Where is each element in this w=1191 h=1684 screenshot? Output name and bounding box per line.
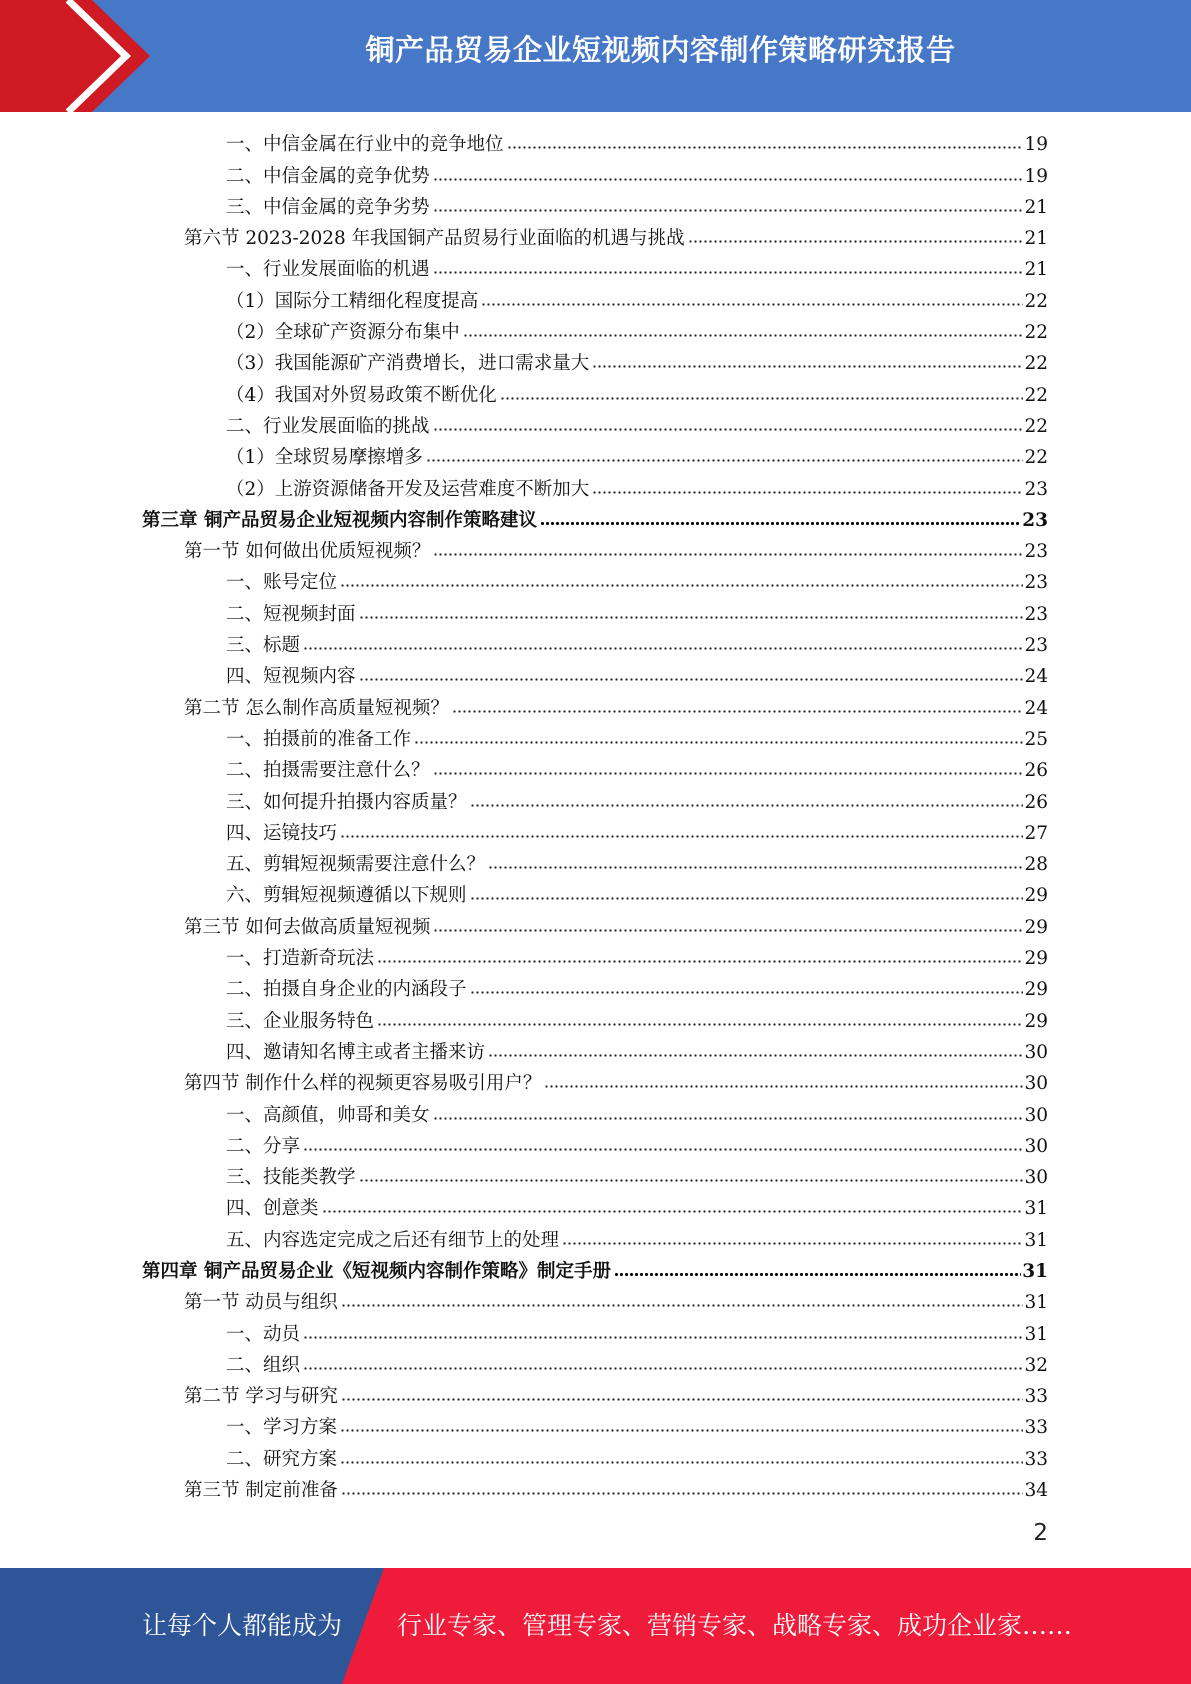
toc-entry-title: 二、中信金属的竞争优势: [226, 165, 430, 187]
toc-entry-title: 六、剪辑短视频遵循以下规则: [226, 885, 467, 907]
toc-dot-leader: [377, 958, 1023, 965]
toc-dot-leader: [322, 1208, 1024, 1215]
toc-dot-leader: [488, 1052, 1023, 1059]
toc-dot-leader: [341, 1396, 1024, 1403]
toc-entry-page: 28: [1024, 854, 1048, 876]
toc-dot-leader: [303, 1334, 1023, 1341]
toc-entry-title: 一、学习方案: [226, 1417, 338, 1439]
toc-dot-leader: [340, 833, 1023, 840]
toc-entry-title: 一、行业发展面临的机遇: [226, 259, 430, 281]
toc-entry-page: 22: [1024, 290, 1048, 312]
toc-entry[interactable]: [0, 690, 1191, 721]
toc-entry-page: 26: [1024, 791, 1048, 813]
toc-entry-page: 29: [1024, 979, 1048, 1001]
toc-entry-title: 三、标题: [226, 635, 301, 657]
toc-entry[interactable]: [0, 377, 1191, 408]
footer-slogan-right: 行业专家、管理专家、营销专家、战略专家、成功企业家……: [397, 1611, 1073, 1640]
toc-entry-page: 21: [1024, 196, 1048, 218]
toc-entry-page: 21: [1024, 228, 1048, 250]
toc-entry[interactable]: [0, 471, 1191, 502]
toc-dot-leader: [592, 489, 1023, 496]
toc-entry[interactable]: [0, 1441, 1191, 1472]
toc-entry[interactable]: [0, 722, 1191, 753]
toc-entry[interactable]: [0, 190, 1191, 221]
toc-entry-page: 30: [1024, 1104, 1048, 1126]
toc-entry-page: 23: [1024, 572, 1048, 594]
toc-entry-title: 四、短视频内容: [226, 666, 356, 688]
toc-dot-leader: [341, 1302, 1024, 1309]
toc-entry-title: 四、创意类: [226, 1198, 319, 1220]
toc-entry-page: 30: [1024, 1041, 1048, 1063]
toc-dot-leader: [463, 332, 1024, 339]
toc-dot-leader: [340, 1427, 1023, 1434]
toc-entry-page: 19: [1024, 134, 1048, 156]
toc-entry-page: 23: [1024, 541, 1048, 563]
toc-entry-page: 33: [1024, 1417, 1048, 1439]
toc-entry-page: 23: [1024, 478, 1048, 500]
toc-dot-leader: [359, 1177, 1024, 1184]
toc-entry-title: （2）上游资源储备开发及运营难度不断加大: [226, 478, 590, 500]
toc-dot-leader: [340, 1459, 1023, 1466]
toc-entry[interactable]: [0, 1097, 1191, 1128]
toc-entry-title: 一、中信金属在行业中的竞争地位: [226, 134, 504, 156]
table-of-contents: [0, 127, 1191, 1504]
toc-entry[interactable]: [0, 1003, 1191, 1034]
toc-entry[interactable]: [0, 941, 1191, 972]
toc-entry-page: 30: [1024, 1135, 1048, 1157]
toc-entry-page: 31: [1024, 1229, 1048, 1251]
toc-entry[interactable]: [0, 1066, 1191, 1097]
toc-entry-page: 29: [1024, 885, 1048, 907]
toc-entry[interactable]: [0, 503, 1191, 534]
toc-dot-leader: [303, 645, 1023, 652]
toc-entry-page: 24: [1024, 666, 1048, 688]
toc-entry-page: 29: [1024, 948, 1048, 970]
toc-dot-leader: [470, 895, 1024, 902]
toc-dot-leader: [340, 582, 1023, 589]
toc-entry[interactable]: [0, 628, 1191, 659]
toc-entry[interactable]: [0, 972, 1191, 1003]
toc-entry[interactable]: [0, 315, 1191, 346]
toc-entry-page: 26: [1024, 760, 1048, 782]
toc-entry-page: 19: [1024, 165, 1048, 187]
toc-entry-page: 23: [1024, 635, 1048, 657]
toc-entry-page: 22: [1024, 353, 1048, 375]
page-header: [0, 0, 1191, 112]
toc-entry-title: 三、企业服务特色: [226, 1010, 375, 1032]
toc-entry[interactable]: [0, 784, 1191, 815]
toc-dot-leader: [544, 1083, 1023, 1090]
toc-dot-leader: [452, 708, 1024, 715]
toc-entry[interactable]: [0, 440, 1191, 471]
toc-entry-title: 第一节 动员与组织: [184, 1292, 338, 1314]
toc-entry-title: （2）全球矿产资源分布集中: [226, 322, 460, 344]
toc-entry[interactable]: [0, 534, 1191, 565]
toc-entry-title: 三、如何提升拍摄内容质量？: [226, 791, 467, 813]
toc-entry-title: 一、拍摄前的准备工作: [226, 728, 412, 750]
toc-dot-leader: [592, 363, 1023, 370]
toc-dot-leader: [303, 1146, 1023, 1153]
toc-dot-leader: [470, 802, 1024, 809]
toc-entry-page: 32: [1024, 1354, 1048, 1376]
toc-entry[interactable]: [0, 158, 1191, 189]
toc-entry-page: 25: [1024, 728, 1048, 750]
toc-entry[interactable]: [0, 753, 1191, 784]
toc-entry[interactable]: [0, 847, 1191, 878]
toc-entry-title: 二、组织: [226, 1354, 301, 1376]
toc-entry-page: 31: [1024, 1198, 1048, 1220]
toc-entry-title: 第四节 制作什么样的视频更容易吸引用户？: [184, 1073, 542, 1095]
toc-dot-leader: [488, 864, 1023, 871]
page-footer: [0, 1568, 1191, 1684]
toc-entry-title: 二、行业发展面临的挑战: [226, 415, 430, 437]
toc-dot-leader: [470, 989, 1024, 996]
toc-entry-title: 第三节 如何去做高质量短视频: [184, 916, 431, 938]
toc-entry[interactable]: [0, 409, 1191, 440]
toc-dot-leader: [433, 770, 1024, 777]
toc-entry-page: 21: [1024, 259, 1048, 281]
toc-entry-title: （4）我国对外贸易政策不断优化: [226, 384, 497, 406]
toc-entry-page: 29: [1024, 916, 1048, 938]
toc-entry-page: 33: [1024, 1386, 1048, 1408]
toc-entry-title: 二、拍摄需要注意什么？: [226, 760, 430, 782]
toc-entry-title: 第四章 铜产品贸易企业《短视频内容制作策略》制定手册: [142, 1260, 611, 1282]
toc-entry-title: 三、中信金属的竞争劣势: [226, 196, 430, 218]
toc-dot-leader: [481, 301, 1023, 308]
toc-entry-title: （1）全球贸易摩擦增多: [226, 447, 423, 469]
toc-entry[interactable]: [0, 816, 1191, 847]
toc-entry-page: 22: [1024, 415, 1048, 437]
toc-entry-title: 一、动员: [226, 1323, 301, 1345]
toc-entry-title: 三、技能类教学: [226, 1167, 356, 1189]
toc-entry-page: 31: [1024, 1292, 1048, 1314]
toc-entry-title: 第二节 怎么制作高质量短视频？: [184, 697, 449, 719]
toc-dot-leader: [433, 551, 1023, 558]
toc-entry-page: 22: [1024, 322, 1048, 344]
toc-entry[interactable]: [0, 1035, 1191, 1066]
report-title: 铜产品贸易企业短视频内容制作策略研究报告: [365, 33, 956, 67]
toc-dot-leader: [433, 426, 1024, 433]
toc-dot-leader: [433, 207, 1024, 214]
toc-entry-page: 33: [1024, 1448, 1048, 1470]
toc-entry-page: 22: [1024, 384, 1048, 406]
toc-entry-title: 二、研究方案: [226, 1448, 338, 1470]
toc-entry-page: 34: [1024, 1480, 1048, 1502]
toc-entry-title: 第二节 学习与研究: [184, 1386, 338, 1408]
toc-entry[interactable]: [0, 1191, 1191, 1222]
toc-dot-leader: [433, 269, 1024, 276]
toc-entry-page: 30: [1024, 1073, 1048, 1095]
toc-entry-page: 30: [1024, 1167, 1048, 1189]
toc-entry[interactable]: [0, 596, 1191, 627]
toc-dot-leader: [303, 1365, 1023, 1372]
header-chevron-icon: [0, 0, 150, 112]
toc-dot-leader: [433, 927, 1023, 934]
toc-entry-page: 22: [1024, 447, 1048, 469]
toc-entry[interactable]: [0, 1410, 1191, 1441]
toc-entry-page: 23: [1024, 603, 1048, 625]
toc-entry[interactable]: [0, 283, 1191, 314]
toc-entry-title: （1）国际分工精细化程度提高: [226, 290, 479, 312]
toc-entry[interactable]: [0, 252, 1191, 283]
toc-entry-page: 31: [1024, 1323, 1048, 1345]
toc-entry-title: 一、打造新奇玩法: [226, 948, 375, 970]
toc-entry[interactable]: [0, 878, 1191, 909]
toc-entry[interactable]: [0, 909, 1191, 940]
toc-entry[interactable]: [0, 127, 1191, 158]
toc-entry-title: 四、运镜技巧: [226, 822, 338, 844]
toc-entry-title: 第六节 2023-2028 年我国铜产品贸易行业面临的机遇与挑战: [184, 228, 685, 250]
toc-dot-leader: [359, 614, 1024, 621]
toc-entry-title: 一、账号定位: [226, 572, 338, 594]
footer-slogan-left: 让每个人都能成为: [142, 1611, 343, 1640]
toc-entry-title: 五、剪辑短视频需要注意什么？: [226, 854, 486, 876]
toc-entry-title: 第一节 如何做出优质短视频？: [184, 541, 431, 563]
toc-entry[interactable]: [0, 1285, 1191, 1316]
toc-entry-title: （3）我国能源矿产消费增长，进口需求量大: [226, 353, 590, 375]
toc-dot-leader: [426, 457, 1024, 464]
toc-dot-leader: [500, 395, 1024, 402]
toc-entry[interactable]: [0, 659, 1191, 690]
toc-entry[interactable]: [0, 1348, 1191, 1379]
toc-entry-title: 二、短视频封面: [226, 603, 356, 625]
toc-entry-page: 27: [1024, 822, 1048, 844]
toc-dot-leader: [433, 176, 1024, 183]
toc-entry-page: 23: [1022, 509, 1048, 531]
toc-dot-leader: [614, 1271, 1021, 1278]
toc-entry[interactable]: [0, 1379, 1191, 1410]
toc-entry[interactable]: [0, 1222, 1191, 1253]
toc-dot-leader: [688, 238, 1024, 245]
page-number: 2: [1033, 1520, 1048, 1546]
toc-dot-leader: [433, 1115, 1024, 1122]
toc-entry[interactable]: [0, 1254, 1191, 1285]
toc-entry-title: 四、邀请知名博主或者主播来访: [226, 1041, 486, 1063]
toc-entry-title: 一、高颜值，帅哥和美女: [226, 1104, 430, 1126]
toc-entry-title: 第三章 铜产品贸易企业短视频内容制作策略建议: [142, 509, 537, 531]
toc-entry-title: 二、拍摄自身企业的内涵段子: [226, 979, 467, 1001]
toc-entry-page: 24: [1024, 697, 1048, 719]
toc-entry-title: 五、内容选定完成之后还有细节上的处理: [226, 1229, 560, 1251]
toc-dot-leader: [377, 1021, 1023, 1028]
toc-entry-page: 29: [1024, 1010, 1048, 1032]
toc-dot-leader: [540, 520, 1021, 527]
toc-entry[interactable]: [0, 565, 1191, 596]
toc-dot-leader: [414, 739, 1023, 746]
toc-entry[interactable]: [0, 1316, 1191, 1347]
toc-entry-page: 31: [1022, 1260, 1048, 1282]
toc-entry-title: 第三节 制定前准备: [184, 1480, 338, 1502]
toc-entry[interactable]: [0, 1473, 1191, 1504]
toc-entry[interactable]: [0, 1129, 1191, 1160]
toc-dot-leader: [359, 676, 1024, 683]
toc-dot-leader: [507, 144, 1024, 151]
toc-entry[interactable]: [0, 346, 1191, 377]
toc-entry-title: 二、分享: [226, 1135, 301, 1157]
toc-dot-leader: [562, 1240, 1023, 1247]
toc-dot-leader: [341, 1490, 1024, 1497]
toc-entry[interactable]: [0, 221, 1191, 252]
toc-entry[interactable]: [0, 1160, 1191, 1191]
